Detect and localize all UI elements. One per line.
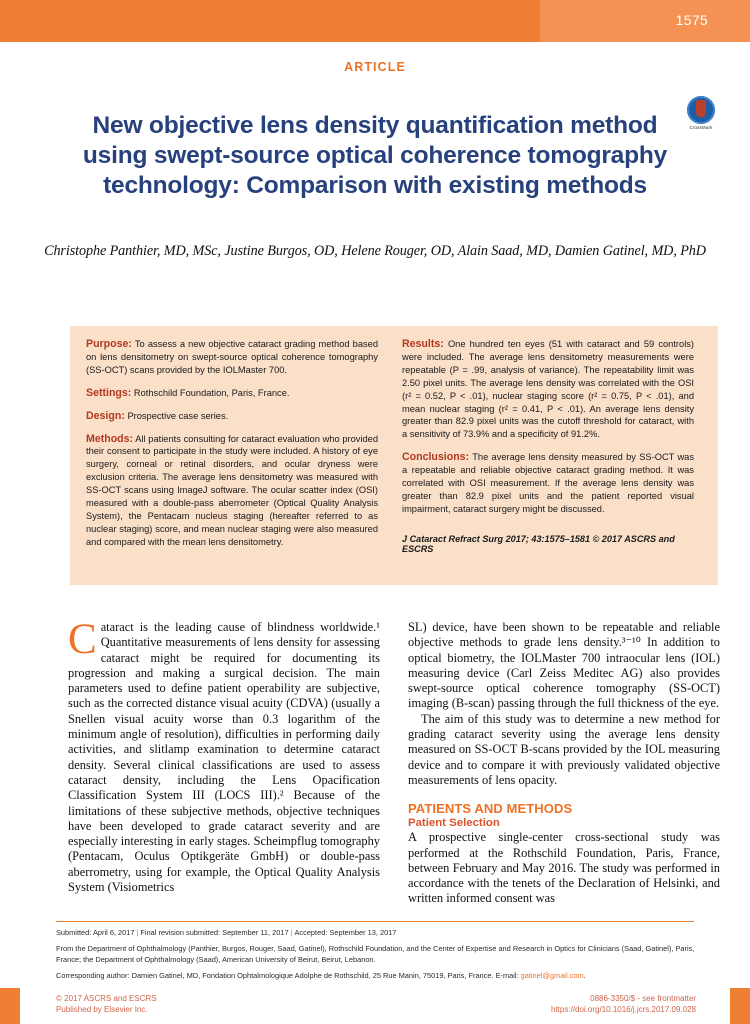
intro-paragraph — [68, 616, 380, 895]
crossmark-icon — [687, 96, 715, 124]
author-list: Christophe Panthier, MD, MSc, Justine Burgos, OD, Helene Rouger, OD, Alain Saad, MD, Damien Gatinel, MD, PhD — [44, 243, 706, 259]
page-number: 1575 — [675, 12, 708, 28]
accepted-date: Accepted: September 13, 2017 — [294, 928, 397, 937]
section-heading-patients-and-methods: PATIENTS AND METHODS — [408, 801, 573, 817]
page-title: New objective lens density quantification method using swept-source optical coherence tomography technology: Comparison with existing methods — [82, 112, 668, 200]
abstract-conclusions-text: The average lens density measured by SS-OCT was a repeatable and reliable objective cataract grading method. It was correlated with OSI measurement. If the average lens density was greater than 82.9 pixel units and the patient reported visual impairment, cataract surgery might be discussed. — [402, 452, 694, 514]
copyright-left — [56, 993, 157, 1015]
abstract-design-text: Prospective case series. — [124, 410, 229, 421]
abstract-results — [402, 338, 694, 441]
abstract-column-right — [402, 338, 694, 563]
abstract-settings-text: Rothschild Foundation, Paris, France. — [131, 387, 290, 398]
abstract-conclusions-label: Conclusions: — [402, 451, 470, 464]
corresponding-author-suffix: . — [583, 971, 586, 981]
submitted-date: Submitted: April 6, 2017 — [56, 928, 135, 937]
abstract-design-label: Design: — [86, 409, 125, 422]
abstract-column-left — [86, 338, 378, 563]
footer-divider — [56, 921, 694, 922]
abstract-purpose-label: Purpose: — [86, 338, 132, 350]
crossmark-label: CrossMark — [689, 125, 713, 130]
revision-date: Final revision submitted: September 11, 2017 — [140, 928, 289, 937]
copyright-block — [56, 993, 696, 1015]
copyright-right — [551, 993, 696, 1015]
header-bar — [0, 0, 750, 42]
patient-selection-paragraph: A prospective single-center cross-sectional study was performed at the Rothschild Foundation, Paris, France, between February and May 2016. The study was performed in accordance with the tenets of the Declaration of Helsinki, and written informed consent was — [408, 830, 720, 906]
corresponding-author-email[interactable]: gatinel@gmail.com — [520, 971, 584, 981]
article-type-label: ARTICLE — [344, 60, 406, 74]
abstract-purpose — [86, 338, 378, 377]
bottom-left-accent-bar — [0, 988, 20, 1024]
corresponding-author-prefix: Corresponding author: Damien Gatinel, MD, Fondation Ophtalmologique Adolphe de Rothschild, 25 Rue Manin, 75019, Paris, France. E-mail: — [56, 971, 521, 981]
submission-dates — [56, 928, 696, 938]
aim-paragraph: The aim of this study was to determine a new method for grading cataract severity using the average lens density measured on SS-OCT B-scans provided by the IOL measuring device and to compare it with previously validated objective measurements of lens opacity. — [408, 711, 720, 787]
abstract-design — [86, 410, 378, 423]
copyright-line-2: Published by Elsevier Inc. — [56, 1005, 148, 1015]
intro-continuation-paragraph: SL) device, have been shown to be repeatable and reliable objective methods to grade lens density.³⁻¹⁰ In addition to optical biometry, the IOLMaster 700 intraocular lens (IOL) measuring device (Carl Zeiss Meditec AG) also provides swept-source optical coherence tomography (SS-OCT) imaging (B-scan) passing through the full thickness of the eye. — [408, 620, 720, 711]
abstract-settings — [86, 387, 378, 400]
crossmark-badge[interactable] — [679, 96, 723, 136]
abstract-conclusions — [402, 451, 694, 516]
copyright-line-1: © 2017 ASCRS and ESCRS — [56, 994, 157, 1003]
body-columns — [68, 616, 720, 910]
date-separator-1: | — [136, 928, 139, 937]
abstract-purpose-text: To assess a new objective cataract grading method based on lens densitometry on swept-source optical coherence tomography (SS-OCT) scans provided by the IOLMaster 700. — [86, 339, 378, 375]
intro-paragraph-text: ataract is the leading cause of blindness worldwide.¹ Quantitative measurements of lens density for assessing cataract might be required for documenting its progression and making a surgical decision. The main parameters used to define patient operability are subjective, such as the corrected distance visual acuity (CDVA) (usually a Snellen visual acuity worse than 0.3 logarithm of the minimum angle of resolution), difficulties in performing daily activities, and slitlamp examination to determine cataract density. Several clinical classifications are used to assess cataract density, including the Lens Opacification Classification System III (LOCS III).² Because of the limitations of these subjective methods, objective techniques have been developed to grade cataract severity and are especially interesting in early stages. Scheimpflug tomography (Pentacam, Oculus Optikgeräte GmbH) or double-pass aberrometry, using for example, the Optical Quality Analysis System (Visiometrics — [68, 620, 380, 895]
abstract-methods-label: Methods: — [86, 432, 134, 445]
body-column-right — [408, 620, 720, 910]
abstract-results-text: One hundred ten eyes (51 with cataract and 59 controls) were included. The average lens densitometry measurements were repeatable (P = .99, analysis of variance). The repeatability limit was 2.50 pixel units. The average lens density was correlated with the OSI (r² = 0.52, P < .01), nuclear staging score (r² = 0.75, P < .01), and mean nuclear staging (r² = 0.41, P < .01). An average lens density greater than 82.9 pixel units was the cutoff threshold for cataract, with a sensitivity of 73.9% and a specificity of 91.2%. — [402, 339, 694, 440]
affiliation-note: From the Department of Ophthalmology (Panthier, Burgos, Rouger, Saad, Gatinel), Rothschild Foundation, and the Center of Expertise and Research in Optics for Clinicians (Saad, Gatinel), Paris, France; the Department of Ophthalmology (Saad), American University of Beirut, Beirut, Lebanon. — [56, 944, 695, 964]
issn-frontmatter: 0886-3350/$ - see frontmatter — [590, 994, 696, 1003]
doi-link[interactable]: https://doi.org/10.1016/j.jcrs.2017.09.028 — [551, 1005, 696, 1015]
bottom-right-accent-bar — [730, 988, 750, 1024]
drop-cap: C — [68, 616, 97, 663]
abstract-box — [70, 326, 718, 585]
abstract-results-label: Results: — [402, 338, 444, 350]
abstract-columns — [86, 338, 702, 563]
abstract-methods — [86, 433, 378, 549]
subsection-heading-patient-selection: Patient Selection — [408, 817, 500, 830]
abstract-methods-text: All patients consulting for cataract evaluation who provided their consent to participate in the study were included. A history of eye surgery, corneal or retinal disorders, and ocular dryness were exclusion criteria. The average lens densitometry was measured with SS-OCT scans using ImageJ software. The ocular scatter index (OSI) measured with a double-pass aberrometer (Optical Quality Analysis System), the Pentacam nucleus staging (hereafter referred to as nuclear staging) score, and mean nuclear staging were also measured and compared with the mean lens densitometry. — [86, 433, 378, 547]
date-separator-2: | — [290, 928, 293, 937]
header-bar-right-panel — [540, 0, 750, 42]
corresponding-author-note — [56, 971, 696, 981]
body-column-left — [68, 616, 380, 910]
abstract-settings-label: Settings: — [86, 386, 132, 399]
footnotes-block — [56, 928, 696, 988]
abstract-citation: J Cataract Refract Surg 2017; 43:1575–1581 © 2017 ASCRS and ESCRS — [402, 533, 675, 554]
